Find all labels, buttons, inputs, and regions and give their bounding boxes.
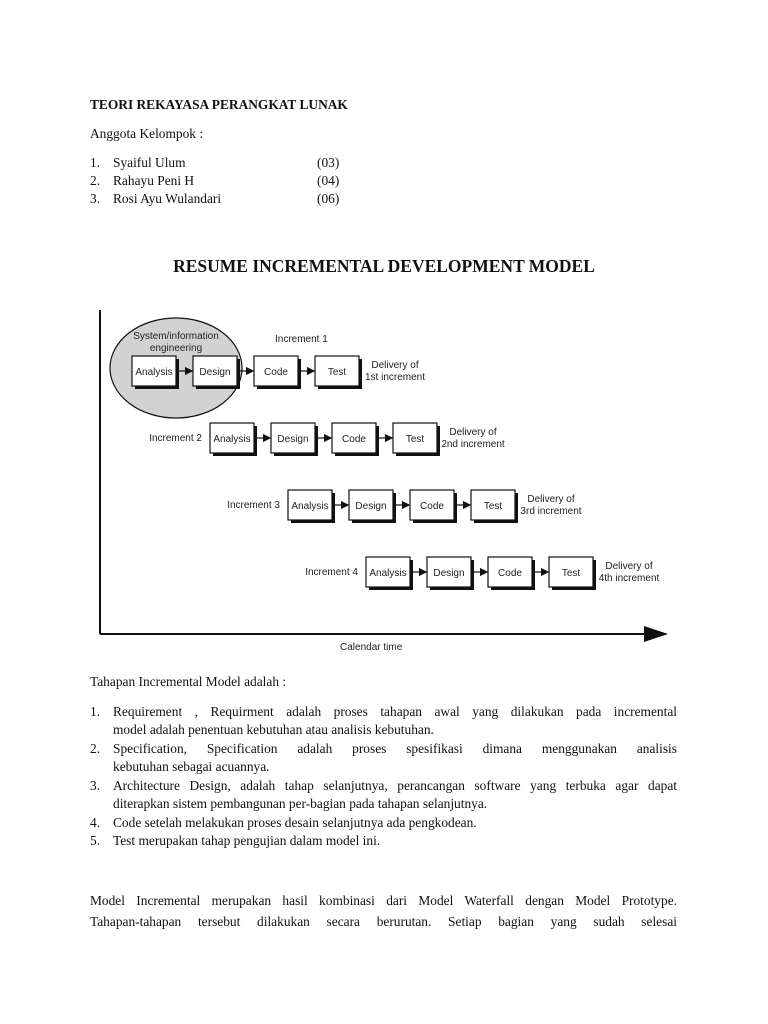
list-number: 5. <box>90 833 101 848</box>
step-label: Design <box>355 501 387 512</box>
member-number: 1. <box>90 155 101 170</box>
delivery-label: Delivery of <box>527 494 575 505</box>
list-number: 2. <box>90 741 101 756</box>
increment-row-4 <box>305 557 659 590</box>
list-number: 4. <box>90 815 101 830</box>
stages-intro: Tahapan Incremental Model adalah : <box>90 674 287 689</box>
increment-row-3 <box>227 490 582 523</box>
list-number: 1. <box>90 704 101 719</box>
step-label: Code <box>498 568 522 579</box>
increment-label: Increment 1 <box>275 334 328 345</box>
step-label: Design <box>277 434 309 445</box>
step-label: Analysis <box>135 367 173 378</box>
step-label: Design <box>433 568 465 579</box>
member-number: 2. <box>90 173 101 188</box>
delivery-label: 1st increment <box>364 372 426 383</box>
step-label: Test <box>327 367 347 378</box>
increment-label: Increment 4 <box>305 567 358 578</box>
list-item-line: Test merupakan tahap pengujian dalam model ini. <box>113 833 381 848</box>
member-name: Rosi Ayu Wulandari <box>113 191 222 206</box>
list-item-line: Specification, Specification adalah proses spesifikasi dimana menggunakan analisis <box>113 741 677 756</box>
step-label: Code <box>420 501 444 512</box>
list-item-line: model adalah penentuan kebutuhan atau analisis kebutuhan. <box>113 722 434 737</box>
delivery-label: Delivery of <box>605 561 653 572</box>
step-label: Analysis <box>291 501 329 512</box>
member-id: (03) <box>317 155 340 170</box>
list-number: 3. <box>90 778 101 793</box>
delivery-label: Delivery of <box>371 360 419 371</box>
list-item-line: diterapkan sistem pembangunan per-bagian pada tahapan selanjutnya. <box>113 796 488 811</box>
group-label: Anggota Kelompok : <box>90 126 204 141</box>
step-label: Analysis <box>369 568 407 579</box>
step-label: Test <box>561 568 581 579</box>
increment-row-2 <box>149 423 505 456</box>
list-item-line: Code setelah melakukan proses desain selanjutnya ada pengkodean. <box>113 815 477 830</box>
member-number: 3. <box>90 191 101 206</box>
step-label: Code <box>264 367 288 378</box>
axis-label: Calendar time <box>340 642 403 653</box>
step-label: Analysis <box>213 434 251 445</box>
delivery-label: 3rd increment <box>520 506 582 517</box>
list-item-line: Architecture Design, adalah tahap selanjutnya, perancangan software yang terbuka agar dapat <box>113 778 677 793</box>
increment-label: Increment 2 <box>149 433 202 444</box>
member-id: (04) <box>317 173 340 188</box>
closing-paragraph-line: Tahapan-tahapan tersebut dilakukan secara berurutan. Setiap bagian yang sudah selesai <box>90 914 677 929</box>
ellipse-label: engineering <box>149 343 203 354</box>
delivery-label: Delivery of <box>449 427 497 438</box>
step-label: Test <box>483 501 503 512</box>
increment-label: Increment 3 <box>227 500 280 511</box>
list-item-line: kebutuhan sebagai acuannya. <box>113 759 270 774</box>
member-name: Syaiful Ulum <box>113 155 186 170</box>
delivery-label: 4th increment <box>598 573 660 584</box>
document-title: RESUME INCREMENTAL DEVELOPMENT MODEL <box>173 256 595 276</box>
step-label: Test <box>405 434 425 445</box>
step-label: Code <box>342 434 366 445</box>
delivery-label: 2nd increment <box>441 439 505 450</box>
step-label: Design <box>199 367 231 378</box>
member-name: Rahayu Peni H <box>113 173 195 188</box>
member-id: (06) <box>317 191 340 206</box>
closing-paragraph-line: Model Incremental merupakan hasil kombinasi dari Model Waterfall dengan Model Prototype. <box>90 893 677 908</box>
list-item-line: Requirement , Requirment adalah proses tahapan awal yang dilakukan pada incremental <box>113 704 677 719</box>
course-title: TEORI REKAYASA PERANGKAT LUNAK <box>90 97 348 112</box>
ellipse-label: System/information <box>133 331 219 342</box>
